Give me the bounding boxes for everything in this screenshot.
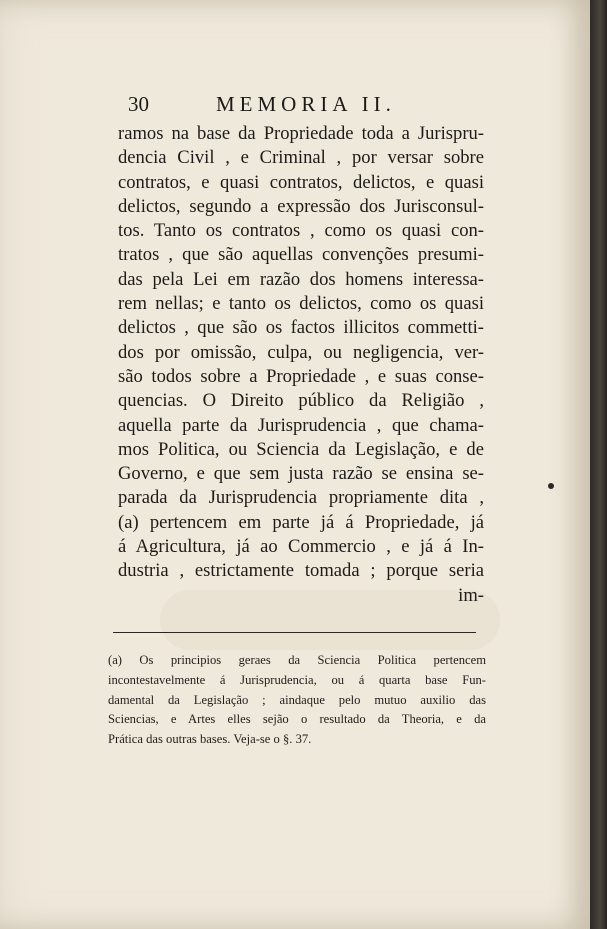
footnote-rule: [113, 632, 476, 633]
body-line: dustria , estrictamente tomada ; porque seria: [118, 560, 484, 582]
margin-ink-dot: [548, 483, 554, 489]
running-title: MEMORIA II.: [216, 92, 396, 116]
body-line: quencias. O Direito público da Religião ,: [118, 390, 484, 412]
body-line: tratos , que são aquellas convenções presumi-: [118, 244, 484, 266]
body-line: dos por omissão, culpa, ou negligencia, ver-: [118, 341, 484, 363]
body-line: tos. Tanto os contratos , como os quasi con-: [118, 220, 484, 242]
body-line: aquella parte da Jurisprudencia , que chama-: [118, 414, 484, 436]
footnote-line: (a) Os principios geraes da Sciencia Politica pertencem: [108, 653, 486, 667]
body-line: delictos, segundo a expressão dos Jurisconsul-: [118, 195, 484, 217]
body-line: delictos , que são os factos illicitos commetti-: [118, 317, 484, 339]
book-edge: [590, 0, 607, 929]
body-line: rem nellas; e tanto os delictos, como os quasi: [118, 293, 484, 315]
footnote-line: damental da Legislação ; aindaque pelo mutuo auxilio das: [108, 692, 486, 707]
body-line-catchword: im-: [458, 584, 484, 606]
footnote-line: Sciencias, e Artes elles sejão o resultado da Theoria, e da: [108, 712, 486, 727]
body-line: ramos na base da Propriedade toda a Jurispru-: [118, 123, 484, 144]
page-number: 30: [128, 92, 149, 116]
body-line: contratos, e quasi contratos, delictos, e quasi: [118, 171, 484, 193]
body-line: (a) pertencem em parte já á Propriedade, já: [118, 511, 484, 533]
body-line: á Agricultura, já ao Commercio , e já á In-: [118, 536, 484, 558]
body-line: parada da Jurisprudencia propriamente dita ,: [118, 487, 484, 509]
body-line: são todos sobre a Propriedade , e suas conse-: [118, 365, 484, 387]
body-line: Governo, e que sem justa razão se ensina se-: [118, 463, 484, 485]
page-header: [128, 92, 488, 120]
footnote-line: Prática das outras bases. Veja-se o §. 37.: [108, 732, 312, 747]
footnote-line: incontestavelmente á Jurisprudencia, ou á quarta base Fun-: [108, 672, 486, 687]
body-line: das pela Lei em razão dos homens interessa-: [118, 268, 484, 290]
footnote: [108, 651, 486, 750]
body-text: [118, 122, 484, 608]
body-line: mos Politica, ou Sciencia da Legislação, e de: [118, 438, 484, 460]
body-line: dencia Civil , e Criminal , por versar sobre: [118, 147, 484, 169]
